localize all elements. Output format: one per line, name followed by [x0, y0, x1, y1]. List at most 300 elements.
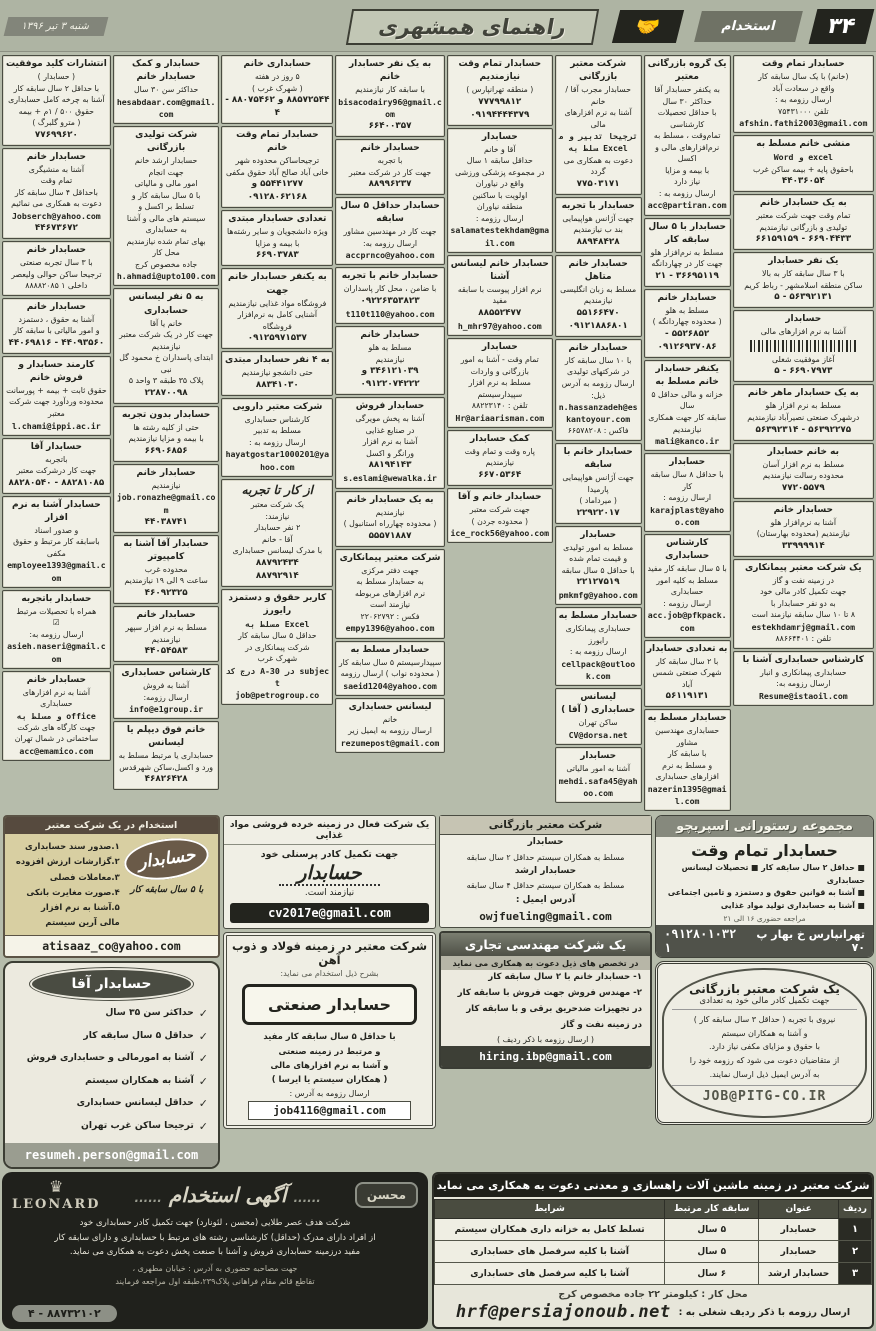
ad-title: به ۴ نفر حسابدار مبتدی — [225, 355, 330, 366]
ad-line: ۴۴۰۵۴۵۸۳ — [144, 646, 188, 657]
ad-line: ۴۶۸۲۶۴۲۸ — [144, 774, 188, 785]
ad-line: در مجموعه پزشکی ورزشی — [455, 167, 545, 177]
ad-title: شرکت معتبر پیمانکاری — [339, 552, 441, 563]
ad-line: سابقه کار جهت همکاری نیازمندیم — [648, 413, 727, 434]
ad-header: مجموعه رستورانی اسپریچو — [656, 816, 873, 837]
list-line: ■ آشنا به حسابداری تولید مواد غذایی — [720, 900, 865, 910]
ad-line: ورد و اکسل،ساکن شهرقدس — [119, 762, 213, 772]
ad-title: یک شرکت معتبر بازرگانی — [689, 982, 840, 997]
ad-line: محدوده غرب — [144, 564, 188, 574]
ad-line: ۰۹۱۲۱۸۸۶۸۰۱ — [568, 320, 628, 331]
ad-line: ۸۸۹۴۸۴۲۸ — [576, 236, 620, 247]
ad-requirements — [656, 862, 873, 912]
ad-line: ۵۶۱۱۹۱۳۱ — [665, 691, 709, 702]
ad-email: hrf@persiajonoub.net — [455, 1302, 671, 1323]
ad-line: ۵۶۳۹۲۱۳۱ - ۵ — [774, 292, 833, 303]
ad-line: cellpack@outlook.com — [561, 659, 636, 682]
ad-male-accountant — [3, 961, 220, 1169]
ad-line: آغاز موفقیت شغلی — [772, 354, 835, 364]
ad-line: با بیمه و مزایا — [255, 238, 300, 248]
ad-line: karajplast@yahoo.com — [650, 504, 725, 527]
ad-line: mehdi.safa45@yahoo.com — [558, 775, 638, 798]
ad-line: info@e1group.ir — [129, 704, 204, 715]
list-line: به آدرس ایمیل ذیل ارسال نمایند. — [709, 1069, 820, 1079]
ad-line: تمام وقت - آشنا به امور — [460, 355, 539, 365]
ad-line: ( محدوده چهاردانگه ) — [652, 317, 722, 327]
ad-checklist — [5, 1003, 218, 1138]
ad-line: حسابداری یا مرتبط مسلط به — [118, 751, 214, 761]
ad-line: حسابدار ارشد خانم — [134, 156, 198, 165]
ad-line: حداکثر ۳۰ سال — [662, 96, 712, 106]
list-line: از افراد دارای مدرک (حداقل) کارشناسی رشته های مرتبط با حسابداری و دارای سابقه کار — [54, 1232, 376, 1243]
ad-line: hayatgostar1000201@yahoo.com — [225, 449, 330, 472]
table-cell: حسابدار ارشد — [759, 1263, 839, 1285]
list-line: مالی آرین سیستم — [45, 916, 120, 927]
ad-line: خانم یا آقا — [149, 318, 183, 328]
ad-line: یک شرکت معتبر — [250, 500, 304, 510]
ad-title: حسابدار — [580, 529, 617, 540]
ad-line: ۸۸۷۹۲۴۳۴ — [255, 557, 299, 568]
list-line: ۱.صدور سند حسابداری — [25, 841, 120, 852]
list-line: مسلط به همکاران سیستم حداقل ۲ سال سابقه — [466, 852, 625, 862]
classified-ad — [335, 397, 445, 488]
column-2 — [644, 55, 731, 813]
ad-line: ۶۶۹۰۷۹۷۳ - ۵ — [774, 366, 833, 377]
check-icon: ✓ — [198, 1029, 208, 1043]
ad-line: به حسابداری — [145, 225, 187, 235]
classified-ad — [555, 607, 642, 686]
ad-line: نیازمندیم — [485, 458, 515, 468]
ad-header: استخدام در یک شرکت معتبر — [5, 817, 218, 834]
ad-line: ۸۸۷۹۲۹۱۴ — [255, 570, 299, 581]
classified-ad — [335, 641, 445, 696]
ad-title: یک نفر حسابدار — [768, 256, 839, 267]
ad-title: حسابدار خانم — [26, 674, 87, 685]
ad-line: l.chami@ippi.ac.ir — [12, 420, 101, 431]
ad-title: حسابدار تمام وقت نیازمندیم — [458, 59, 542, 83]
ad-line: آشنا به منشیگری — [28, 164, 85, 174]
ad-line: و مسلط به نرم افزارهای حسابداری — [655, 760, 719, 782]
list-line: از متقاضیان دعوت می شود که رزومه خود را — [689, 1055, 840, 1065]
ad-line: شهرک صنعتی شمس آباد — [652, 668, 722, 689]
ad-title: حسابدار باتجربه — [21, 593, 92, 604]
ad-line: employee1393@gmail.com — [7, 560, 106, 583]
ad-line: ارسال رزومه : — [663, 598, 712, 608]
ad-line: ( حسابدار ) — [37, 72, 76, 82]
classified-ad — [447, 430, 553, 486]
ad-title: به ۵ نفر لیسانس حسابداری — [128, 292, 204, 316]
ad-line: نیازمند: — [265, 511, 290, 521]
ad-title — [108, 1183, 346, 1207]
ad-leonard-company — [2, 1172, 428, 1329]
ad-email: resumeh.person@gmail.com — [5, 1143, 218, 1167]
ad-line: ساعت ۹ الی ۱۹ نیازمندیم — [124, 576, 208, 586]
ad-line: ۵۶۳۹۲۲۷۵ - ۵۶۳۹۲۳۱۴ — [755, 424, 852, 435]
classified-ad — [733, 559, 874, 649]
ad-line: جهت کار درشرکت معتبر — [16, 466, 97, 476]
ad-line: ارسال رزومه به: — [776, 679, 831, 689]
table-cell: آشنا با کلیه سرفصل های حسابداری — [435, 1263, 665, 1285]
ad-line: t110t110@yahoo.com — [345, 308, 435, 319]
ad-line: با حداقل ۵ سال سابقه — [561, 565, 635, 575]
ad-line: ارسال رزومه به : — [249, 437, 306, 447]
ad-title: حسابدار خانم با تجربه — [341, 271, 439, 282]
classified-ad — [113, 464, 220, 533]
ad-line: ارسال رزومه به: — [29, 629, 84, 639]
table-cell: حسابدار — [759, 1219, 839, 1241]
ad-line: h_mhr97@yahoo.com — [457, 320, 542, 331]
ad-line: به یکنفر حسابدار آقا — [654, 85, 720, 95]
ad-email: cv2017e@gmail.com — [230, 903, 429, 923]
ad-line: ۴۶۰۹۲۳۲۵ — [144, 587, 188, 598]
ad-address: تهرانپارس خ بهار پ ۷۰ — [756, 928, 865, 955]
ad-line: تلفن ۷۵۴۳۱۰۰۰ — [778, 106, 829, 116]
classified-ad — [221, 479, 333, 587]
check-line — [5, 1093, 218, 1116]
classified-ad — [113, 126, 220, 287]
ad-line: خانی آباد صالح آباد حقوق مکفی — [225, 167, 329, 177]
classified-ad — [2, 496, 111, 588]
ad-line: آشنا به امور مالیاتی — [566, 764, 630, 774]
ad-line: ورانگر و اکسل — [366, 448, 415, 458]
classified-ad — [113, 606, 220, 662]
newspaper-logo: راهنمای همشهری — [346, 9, 599, 45]
list-line: نیروی با تجربه ( حداقل ۳ سال سابقه کار ) — [693, 1015, 836, 1025]
ad-line: تسلط بر اکسل و — [138, 202, 194, 212]
ad-line: کارشناس حسابداری — [244, 414, 311, 424]
ad-line: جهت کار در شرکت معتبر — [348, 167, 432, 177]
classified-ad — [221, 589, 333, 705]
classified-ad — [555, 747, 642, 803]
ad-line: ساختمانی در شمال تهران — [14, 734, 99, 744]
ad-email: job4116@gmail.com — [248, 1101, 411, 1120]
ad-line: bisacodairy96@gmail.com — [338, 96, 442, 119]
ad-body — [672, 1013, 857, 1081]
ad-line: ۰۹۲۲۶۳۵۳۸۲۳ — [360, 295, 420, 306]
ad-line: پاره وقت و تمام وقت — [464, 446, 535, 456]
section-tab-employment[interactable]: استخدام — [694, 11, 803, 42]
ad-email: atisaaz_co@yahoo.com — [5, 935, 218, 956]
ad-title: حسابدار خانم — [568, 342, 628, 353]
classified-ad — [555, 255, 642, 337]
ad-title: حسابدار خانم با سابقه — [563, 446, 633, 470]
classified-ad — [2, 438, 111, 494]
list-line: جهت مصاحبه حضوری به آدرس : خیابان مطهری ، — [132, 1263, 298, 1273]
list-line: و آشنا به همکاران سیستم — [721, 1028, 808, 1038]
ad-line: ۶۶۹۰۴۴۳۳ - ۶۶۱۵۹۱۵۹ — [755, 234, 852, 245]
send-note: ارسال رزومه با ذکر ردیف شغلی به : — [678, 1306, 851, 1318]
ad-need-line: نیازمند است. — [304, 888, 355, 899]
ad-title: حسابدار تمام وقت — [762, 59, 845, 69]
ad-title: خانم فوق دیپلم یا لیسانس — [126, 725, 206, 749]
ad-line: آشنا به فروش — [143, 681, 190, 691]
ad-line: ترجیحا ساکن حوالی ولیعصر — [11, 269, 102, 279]
ad-line: ارسال رزومه به آدرس ذیل: — [561, 379, 635, 400]
ad-line: ۲۲۱۲۷۵۱۹ — [576, 577, 620, 588]
ad-line: با بیمه و مزایا — [665, 165, 710, 175]
ad-line: ۰۹۱۲۵۹۷۱۵۳۷ — [247, 333, 307, 344]
ad-line: ۸۸۳۴۱۰۳۰ — [255, 379, 299, 390]
ad-line: واقع در نیاوران — [475, 179, 524, 189]
mohsen-badge: محسن — [355, 1182, 418, 1208]
ad-line: دعوت به همکاری می نمائیم — [11, 199, 102, 209]
classified-ad — [335, 55, 445, 137]
ad-line: با ۲ سال سابقه کار — [655, 656, 719, 666]
list-line: تقاطع قائم مقام فراهانی پلاک۲۳۹،طبقه اول مراجعه فرمایند — [115, 1276, 315, 1286]
ad-line: با حداقل ۲ سال سابقه کار — [13, 83, 100, 93]
ad-title: کاربر حقوق و دستمزد رایورز — [228, 592, 327, 616]
ad-title: حسابدار خانم — [773, 504, 833, 515]
list-line: مفید درزمینه حسابداری فروش و آشنا با صنعت پخش دعوت به همکاری می نماید. — [69, 1247, 361, 1258]
ad-line: تمام وقت — [40, 176, 73, 186]
classified-ad — [644, 640, 731, 708]
check-icon: ✓ — [198, 1052, 208, 1066]
check-icon: ✓ — [198, 1007, 208, 1021]
ad-email: owjfueling@gmail.com — [479, 910, 612, 924]
ad-line: نیازمندیم — [375, 507, 405, 517]
classified-ad — [644, 218, 731, 287]
list-line: حسابدار ارشد — [514, 866, 577, 877]
classified-ad — [221, 351, 333, 396]
ad-line: جهت آژانس هواپیمایی — [562, 213, 634, 223]
ad-line: با ضامن ، محل کار پاسداران — [343, 284, 437, 294]
ad-line: حتی از کلیه رشته ها — [133, 422, 199, 432]
list-line: در تجهیزات ضدحریق برقی و با سابقه کار — [466, 1003, 642, 1014]
table-row — [435, 1241, 872, 1263]
classified-ad — [2, 298, 111, 354]
ad-title: حسابدار با ۵ سال سابقه کار — [648, 221, 726, 245]
ad-title: حسابدار آشنا به نرم افزار — [12, 499, 101, 523]
ad-top-row — [12, 1179, 418, 1211]
ad-line: منطقه نیاوران — [476, 202, 523, 212]
classified-ad — [113, 664, 220, 719]
classified-ad — [733, 55, 874, 133]
table-cell: ۶ سال — [665, 1263, 759, 1285]
ad-line: ۸۸۹۹۶۲۳۷ — [368, 179, 412, 190]
ad-title: حسابدار — [481, 342, 518, 353]
ad-line: حسابداری پیمانکاری و انبار — [760, 667, 847, 677]
ad-title: حسابدار خانم — [360, 142, 420, 153]
ad-title: حسابدار خانم — [657, 292, 717, 303]
ad-line: به دو نفر حسابدار با — [770, 598, 836, 608]
classified-ad — [644, 289, 731, 358]
ad-line: باسابقه کار مرتبط و حقوق مکفی — [13, 537, 100, 558]
ad-line: ویژه دانشجویان و سایر رشته‌ها — [226, 227, 328, 237]
page-header — [0, 0, 876, 52]
positions-table — [434, 1199, 872, 1285]
ad-title: حسابدار — [580, 751, 617, 762]
ad-title: انتشارات کلید موفقیت — [5, 59, 107, 69]
ad-line: با ۵ سال سابقه کار مفید — [647, 564, 727, 574]
ad-line: محدوده وردآورد جهت شرکت معتبر — [9, 397, 104, 418]
ad-line: ۵۵۲۶۸۵۲ - ۰۹۱۲۶۹۳۷۰۸۶ — [657, 328, 717, 352]
classified-ad — [644, 534, 731, 638]
list-line: با حقوق و مزایای مکفی نیاز دارد. — [708, 1042, 821, 1052]
ad-title: کارشناس حسابداری آشنا با — [742, 654, 865, 665]
ad-line: همراه با تحصیلات مرتبط — [16, 606, 97, 616]
ad-line: آقا - خانم — [262, 534, 293, 544]
ad-line: mali@kanco.ir — [655, 436, 720, 447]
ad-line: ارسال رزومه به ایمیل زیر — [348, 726, 432, 736]
ad-email: hiring.ibp@gmail.com — [441, 1046, 650, 1067]
ad-line: با ۵ سال سابقه کار و — [131, 190, 201, 200]
ad-subtitle: در تخصص های ذیل دعوت به همکاری می نماید — [441, 956, 650, 970]
classified-ad — [221, 126, 333, 208]
list-line: ۲- مهندس فروش جهت فروش با سابقه کار — [457, 988, 642, 999]
ad-steel-company — [223, 932, 436, 1129]
ad-line: CV@dorsa.net — [568, 729, 628, 740]
brand-name: LEONARD — [12, 1197, 101, 1213]
ad-title: حسابدار خانم — [136, 609, 196, 620]
ad-line: جهت کار در مهندسین مشاور — [343, 227, 437, 237]
check-text: ترجیحا ساکن غرب تهران — [81, 1119, 194, 1131]
list-line: حسابدار — [527, 837, 564, 848]
list-line: ۲.گزارشات ارزش افزوده — [15, 856, 120, 867]
ad-line: نرم‌افزارهای مالی و اکسل — [655, 142, 720, 164]
ad-line: ( منطقه تهرانپارس ) — [466, 85, 534, 95]
classified-ad — [447, 488, 553, 543]
ad-line: ۷۷۷۹۹۸۱۲ — [478, 96, 522, 107]
ad-line: امور مالی و مالیاتی — [134, 179, 198, 189]
ad-line: ۰۹۱۹۴۴۴۴۳۷۹ — [470, 109, 530, 120]
ad-line: محدوده رسالت نیازمندیم — [762, 471, 844, 481]
ad-title: کمک حسابدار — [470, 433, 530, 444]
ad-title: حسابداری خانم — [243, 59, 312, 69]
ad-line: n.hassanzadeh@eskantoyour.com — [558, 402, 638, 425]
check-line — [5, 1116, 218, 1139]
classified-ad — [335, 549, 445, 639]
display-stack-left — [3, 815, 220, 1169]
ad-line: ۵۵۴۴۱۲۷۷ و ۰۹۱۲۸۰۶۲۱۶۸ — [247, 179, 307, 203]
ad-line: محل کار — [152, 248, 180, 258]
ad-line: asieh.naseri@gmail.com — [7, 641, 106, 664]
ad-title: حسابدار خانم — [26, 301, 87, 312]
ad-engineering-company — [439, 931, 652, 1069]
ad-line: afshin.fathi2003@gmail.com — [739, 118, 868, 129]
ad-line: حقوق ۵۰۰ / ۱م + بیمه — [18, 106, 94, 116]
ad-line: نیازمندیم — [375, 354, 405, 364]
classified-ad — [221, 268, 333, 349]
ad-phone: ۸۸۷۳۲۱۰۲ - ۴ — [12, 1305, 117, 1322]
classified-ad — [2, 356, 111, 436]
classified-ad — [447, 338, 553, 428]
ad-line: با سابقه کار — [667, 749, 707, 759]
ad-position-word: حسابدار — [122, 834, 212, 886]
check-text: آشنا به همکاران سیستم — [85, 1074, 194, 1086]
classified-ad — [555, 688, 642, 745]
dots-decor: ...... — [134, 1191, 162, 1206]
ad-title: یک شرکت مهندسی تجاری — [441, 933, 650, 956]
ad-title: شرکت معتبر در زمینه ماشین آلات راهسازی و معدنی دعوت به همکاری می نماید — [434, 1174, 872, 1197]
crown-icon: ♛ — [49, 1177, 64, 1197]
ad-title: به یک نفر حسابدار خانم — [348, 59, 432, 83]
ad-line: empy1396@yahoo.com — [345, 623, 435, 634]
ad-line: acc@partiran.com — [647, 200, 727, 211]
check-text: حداکثر سن ۳۵ سال — [105, 1007, 194, 1019]
ad-line: s.eslami@wewalka.ir — [343, 473, 437, 484]
ad-title: یک گروه بازرگانی معتبر — [647, 59, 727, 83]
ad-line: جهت تکمیل کادر مالی خود — [760, 587, 847, 597]
ad-line: حسابدار مجرب آقا / خانم — [565, 85, 631, 106]
ad-line: شرکت پیمانکاری در — [245, 642, 310, 652]
ad-line: ترجیحا تدبیر و مسلط به Excel — [558, 131, 638, 154]
ad-title: حسابدار مسلط به — [350, 644, 430, 655]
ad-line: ۷۷۲۰۵۵۷۹ — [781, 482, 825, 493]
ad-line: آشنا به نرم‌افزار هلو — [770, 517, 836, 527]
ad-line: دعوت به همکاری می گردد — [563, 155, 633, 177]
leonard-logo — [12, 1179, 100, 1211]
column-6 — [221, 55, 333, 707]
ad-line: جهت کارگاه های شرکت — [17, 722, 96, 732]
table-row — [435, 1263, 872, 1285]
table-row — [435, 1219, 872, 1241]
check-line — [5, 1048, 218, 1071]
classified-ad — [113, 535, 220, 604]
ad-line: جهت کار در یک شرکت معتبر — [119, 330, 214, 340]
classified-ad — [2, 241, 111, 296]
ad-line: بند ب نیازمندیم — [573, 225, 623, 235]
ad-title: حسابدار تمام وقت — [691, 841, 838, 861]
ad-title: لیسانس حسابداری — [348, 701, 432, 712]
ad-title: یکنفر حسابدار خانم مسلط به — [655, 363, 719, 387]
ad-title: حسابدار آقا — [32, 970, 192, 998]
classified-ad — [335, 698, 445, 753]
ad-line: مسلط به هلو — [368, 343, 412, 353]
ad-line: نیازمند است — [369, 600, 411, 610]
ad-position-word: حسابدار — [279, 862, 379, 886]
classified-ad — [555, 197, 642, 253]
ad-line: ( میرداماد ) — [579, 496, 617, 506]
ad-line: hesabdaar.com@gmail.com — [116, 96, 216, 119]
table-cell: ۵ سال — [665, 1241, 759, 1263]
table-header-cell: شرایط — [435, 1200, 665, 1219]
check-line — [5, 1071, 218, 1094]
ad-line: درج کد A-30 در subject — [225, 665, 330, 688]
ad-line: ۴۴۶۷۳۶۷۲ — [34, 223, 78, 234]
ad-title: حسابدار — [785, 314, 822, 325]
ad-title: به یکنفر حسابدار خانم جهت — [227, 272, 327, 296]
ad-line: ۶۶۷۰۵۳۶۴ — [478, 469, 522, 480]
ad-line: ۸۸۵۷۲۵۴۴ و ۸۸۰۷۵۴۶۲ - ۴ — [225, 95, 330, 119]
classified-ad — [555, 339, 642, 441]
ad-line: ارسال رزومه : — [663, 493, 712, 503]
ad-line: ۳۳۹۹۹۹۱۴ — [781, 540, 825, 551]
check-text: حداقل لیسانس حسابداری — [76, 1097, 194, 1109]
ad-line: مسلط به نرم افزار سپیدارسیستم — [468, 378, 531, 399]
ad-line: فکس : ۲۲۰۶۲۷۹۲ — [360, 611, 420, 621]
ad-line: آشنا به نرم افزار — [362, 437, 418, 447]
ad-line: ۲۲۸۷۰۰۹۸ — [144, 387, 188, 398]
ad-line: اولویت با ساکنین — [472, 190, 528, 200]
ad-line: ۸ تا ۱۰ سال سابقه نیازمند است — [751, 610, 856, 620]
classified-ad — [335, 326, 445, 395]
classified-ad — [447, 255, 553, 336]
ad-line: ارسال رزومه : — [475, 213, 524, 223]
ad-line: و صدور اسناد — [34, 525, 79, 535]
column-1 — [733, 55, 874, 708]
ad-line: مسلط به نرم‌افزار هلو — [650, 247, 724, 257]
ad-title: شرکت معتبر در زمینه فولاد و ذوب آهن — [231, 939, 428, 968]
ad-line: ice_rock56@yahoo.com — [450, 528, 550, 539]
ad-title: یک شرکت فعال در زمینه خرده فروشی مواد غذایی — [224, 816, 435, 845]
ad-line: job@petrogroup.co — [235, 689, 320, 700]
ad-line: تمام‌وقت ، مسلط به — [653, 131, 721, 141]
classified-ad — [733, 443, 874, 499]
ad-line: estekhdamrj@gmail.com — [751, 621, 856, 632]
list-line: ■ حداقل ۲ سال سابقه کار ■ تحصیلات لیسانس حسابداری — [681, 863, 865, 885]
ad-line: pmkmfg@yahoo.com — [558, 590, 638, 601]
ad-title: حسابدار فروش — [355, 401, 425, 412]
